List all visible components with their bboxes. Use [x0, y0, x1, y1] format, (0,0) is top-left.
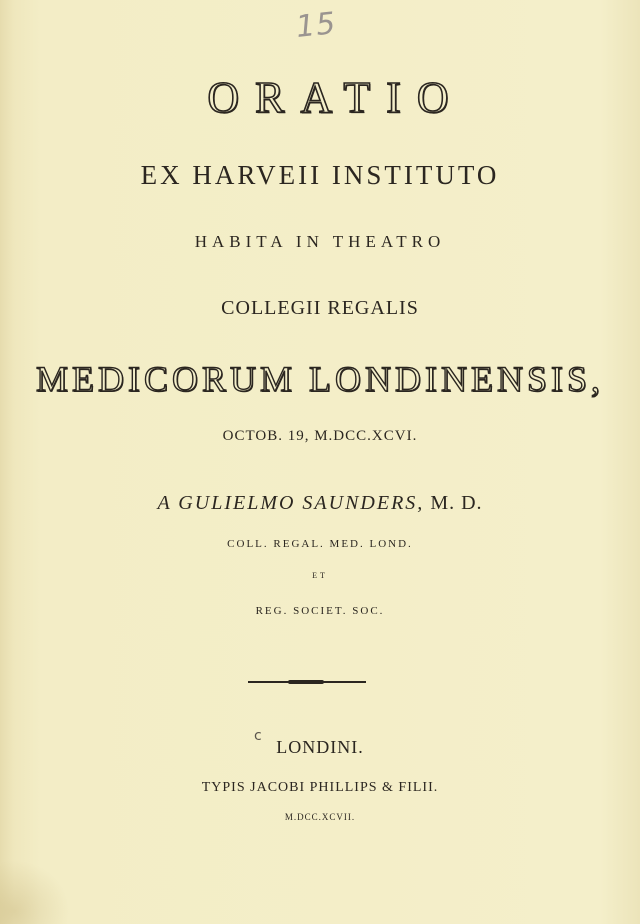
conjunction-et: ET — [312, 571, 328, 580]
main-title: ORATIO — [207, 73, 465, 122]
subtitle-theatro: HABITA IN THEATRO — [194, 232, 446, 251]
affiliation-college: COLL. REGAL. MED. LOND. — [227, 538, 413, 550]
author-line — [0, 492, 640, 515]
paper-stain — [0, 860, 70, 924]
imprint-printer: TYPIS JACOBI PHILLIPS & FILII. — [201, 780, 439, 795]
imprint-year: M.DCC.XCVII. — [284, 812, 356, 822]
oration-date: OCTOB. 19, M.DCC.XCVI. — [222, 428, 418, 444]
folio-pencil-mark: 15 — [294, 5, 338, 46]
imprint-place: LONDINI. — [276, 737, 364, 757]
decorative-rule — [248, 681, 366, 683]
affiliation-society: REG. SOCIET. SOC. — [255, 605, 385, 617]
subtitle-instituto: EX HARVEII INSTITUTO — [140, 160, 500, 190]
author-name: A GULIELMO SAUNDERS, — [157, 492, 425, 514]
subtitle-medicorum: MEDICORUM LONDINENSIS, — [35, 359, 604, 399]
author-degree: M. D. — [430, 492, 483, 514]
subtitle-collegii: COLLEGII REGALIS — [221, 297, 419, 319]
handwritten-mark: c — [254, 728, 262, 744]
